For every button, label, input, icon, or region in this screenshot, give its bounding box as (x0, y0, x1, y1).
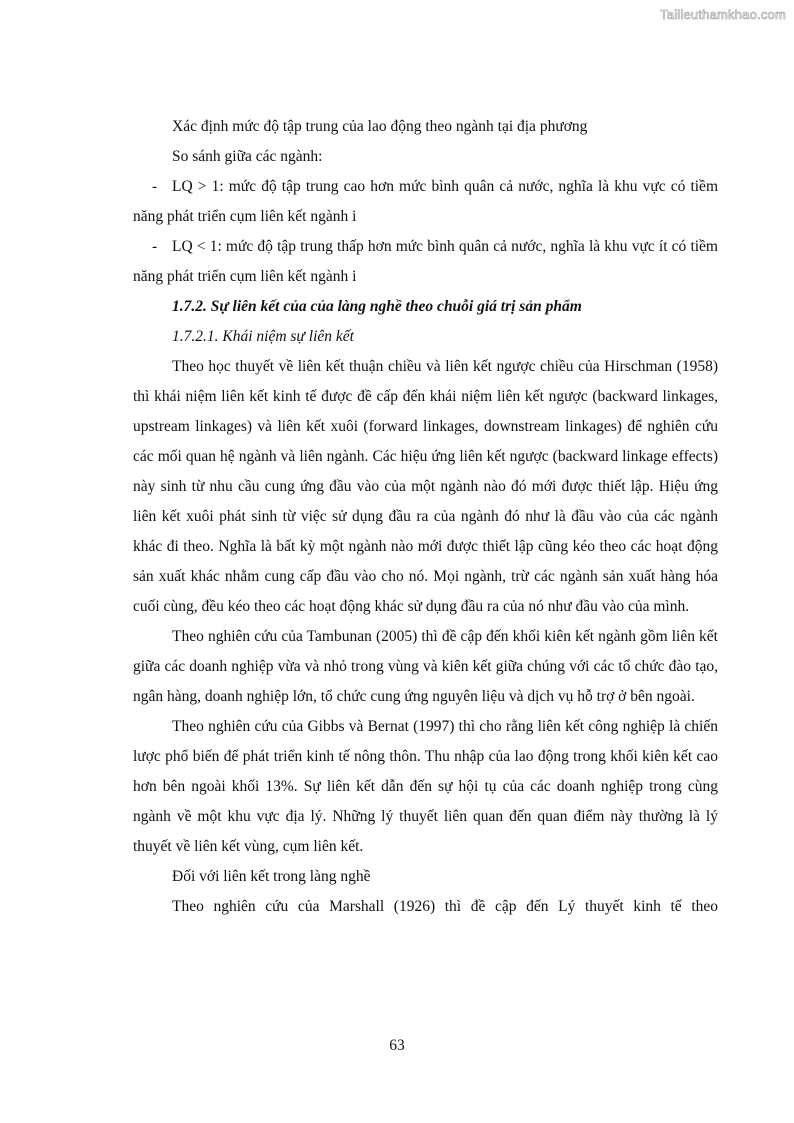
document-body (133, 112, 718, 922)
paragraph: Theo học thuyết về liên kết thuận chiều và liên kết ngược chiều của Hirschman (1958) thì khái niệm liên kết kinh tế được đề cấp đến khái niệm liên kết ngược (backward linkages, upstream linkages) và liên kết xuôi (forward linkages, downstream linkages) để nghiên cứu các mối quan hệ ngành và liên ngành. Các hiệu ứng liên kết ngược (backward linkage effects) này sinh từ nhu cầu cung ứng đầu vào của một ngành nào đó mới được thiết lập. Hiệu ứng liên kết xuôi phát sinh từ việc sử dụng đầu ra của ngành đó như là đầu vào của các ngành khác đi theo. Nghĩa là bất kỳ một ngành nào mới được thiết lập cũng kéo theo các hoạt động sản xuất khác nhằm cung cấp đầu vào cho nó. Mọi ngành, trừ các ngành sản xuất hàng hóa cuối cùng, đều kéo theo các hoạt động khác sử dụng đầu ra của nó như đầu vào của mình. (133, 358, 718, 615)
bullet-dash: - (152, 178, 158, 195)
paragraph: Xác định mức độ tập trung của lao động theo ngành tại địa phương (172, 118, 588, 135)
paragraph: Đối với liên kết trong làng nghề (172, 868, 371, 885)
paragraph: Theo nghiên cứu của Tambunan (2005) thì đề cập đến khối kiên kết ngành gồm liên kết giữa các doanh nghiệp vừa và nhỏ trong vùng và kiên kết giữa chúng với các tổ chức đào tạo, ngân hàng, doanh nghiệp lớn, tổ chức cung ứng nguyên liệu và dịch vụ hỗ trợ ở bên ngoài. (133, 628, 718, 705)
page-number: 63 (389, 1037, 405, 1054)
paragraph: So sánh giữa các ngành: (172, 148, 323, 165)
bullet-item (133, 232, 718, 292)
watermark: Tailieuthamkhao.com (660, 7, 786, 22)
section-heading: 1.7.2. Sự liên kết của của làng nghề theo chuỗi giá trị sản phẩm (172, 298, 582, 315)
paragraph: Theo nghiên cứu của Marshall (1926) thì đề cập đến Lý thuyết kinh tế theo (172, 898, 718, 915)
bullet-text: LQ < 1: mức độ tập trung thấp hơn mức bình quân cả nước, nghĩa là khu vực ít có tiềm năng phát triển cụm liên kết ngành i (133, 238, 718, 285)
subsection-heading: 1.7.2.1. Khái niệm sự liên kết (172, 328, 354, 345)
bullet-dash: - (152, 238, 158, 255)
bullet-text: LQ > 1: mức độ tập trung cao hơn mức bình quân cả nước, nghĩa là khu vực có tiềm năng phát triển cụm liên kết ngành i (133, 178, 718, 225)
paragraph: Theo nghiên cứu của Gibbs và Bernat (1997) thì cho rằng liên kết công nghiệp là chiến lược phổ biến để phát triển kinh tế nông thôn. Thu nhập của lao động trong khối kiên kết cao hơn bên ngoài khối 13%. Sự liên kết dẫn đến sự hội tụ của các doanh nghiệp trong cùng ngành về một khu vực địa lý. Những lý thuyết liên quan đến quan điểm này thường là lý thuyết về liên kết vùng, cụm liên kết. (133, 718, 718, 855)
bullet-item (133, 172, 718, 232)
